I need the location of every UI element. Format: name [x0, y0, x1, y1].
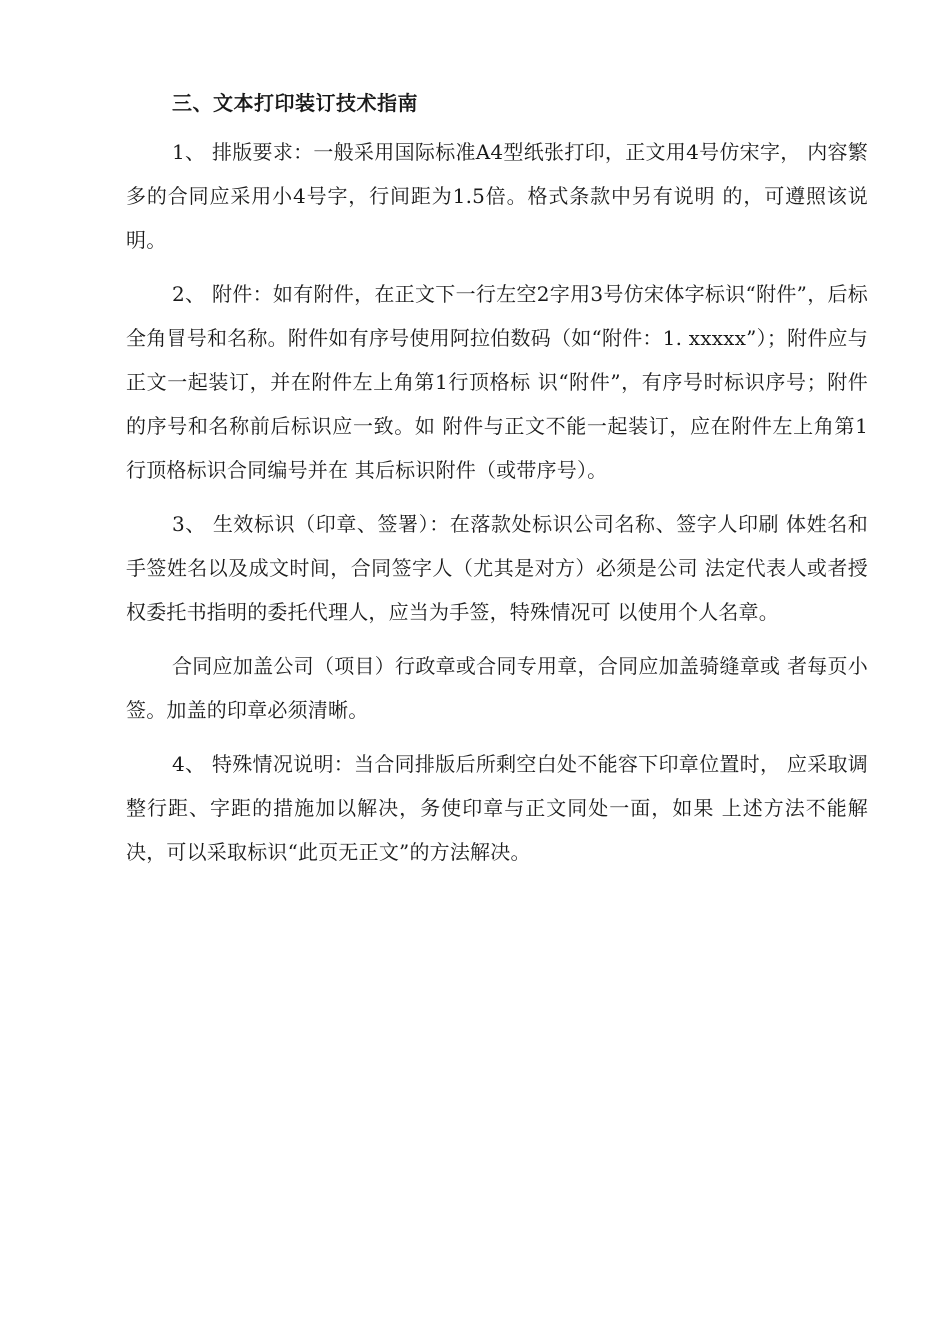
document-page	[126, 86, 868, 874]
paragraph-effective-marks: 3、 生效标识（印章、签署）：在落款处标识公司名称、签字人印刷 体姓名和手签姓名以及成文时间，合同签字人（尤其是对方）必须是公司 法定代表人或者授权委托书指明的委托代理人，应当为手签，特殊情况可 以使用个人名章。	[126, 512, 868, 624]
paragraph-typesetting: 1、 排版要求：一般采用国际标准A4型纸张打印，正文用4号仿宋字， 内容繁多的合同应采用小4号字，行间距为1.5倍。格式条款中另有说明 的，可遵照该说明。	[126, 140, 868, 252]
paragraph-seal: 合同应加盖公司（项目）行政章或合同专用章，合同应加盖骑缝章或 者每页小签。加盖的印章必须清晰。	[126, 654, 868, 722]
paragraph-special-cases: 4、 特殊情况说明：当合同排版后所剩空白处不能容下印章位置时， 应采取调整行距、字距的措施加以解决，务使印章与正文同处一面，如果 上述方法不能解决，可以采取标识“此页无正文”的方法解决。	[126, 752, 868, 864]
paragraph-attachments: 2、 附件：如有附件，在正文下一行左空2字用3号仿宋体字标识“附件”，后标全角冒号和名称。附件如有序号使用阿拉伯数码（如“附件：1. xxxxx”）；附件应与正文一起装订，并在附件左上角第1行顶格标 识“附件”，有序号时标识序号；附件的序号和名称前后标识应一致。如 附件与正文不能一起装订，应在附件左上角第1行顶格标识合同编号并在 其后标识附件（或带序号）。	[126, 282, 868, 482]
section-heading: 三、文本打印装订技术指南	[172, 91, 418, 115]
